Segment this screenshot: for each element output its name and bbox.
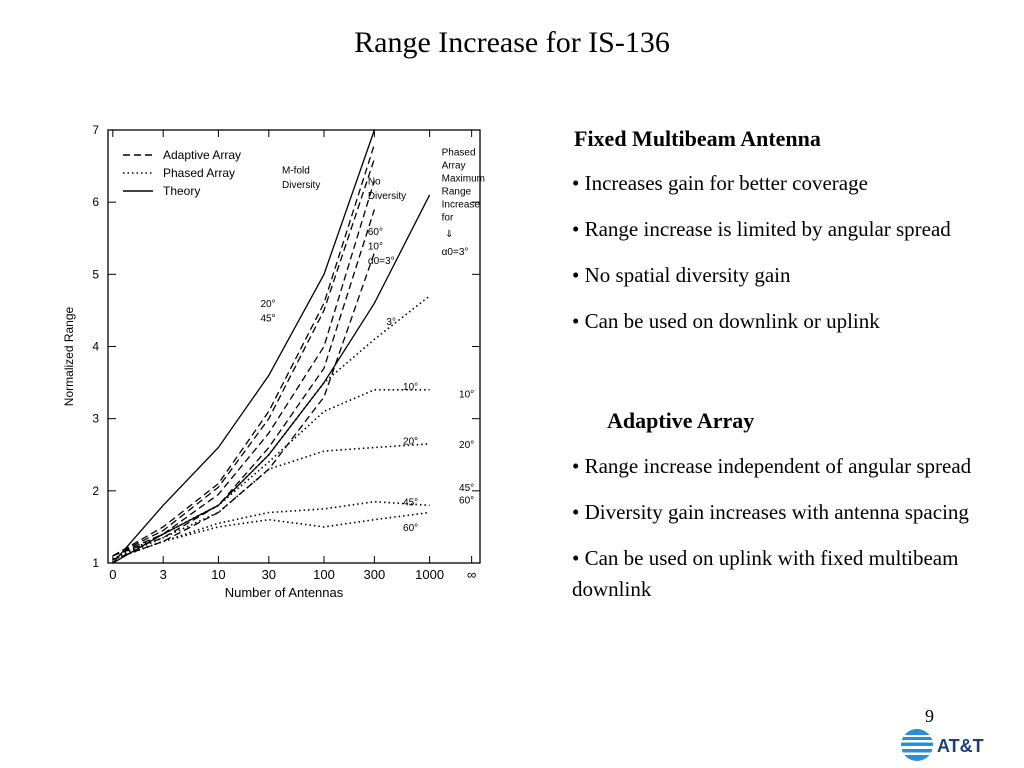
series-line	[113, 181, 375, 556]
chart-annotation: for	[441, 212, 454, 224]
x-tick-label: 300	[363, 567, 386, 582]
x-tick-label: 30	[261, 567, 277, 582]
chart-annotation: Maximum	[441, 173, 485, 185]
series-line	[113, 130, 375, 563]
x-tick-label: ∞	[466, 567, 477, 582]
chart-annotation: α0=3°	[441, 247, 469, 259]
y-tick-label: 5	[92, 267, 99, 282]
chart-annotation: 10°	[367, 241, 383, 253]
bullet: • Range increase is limited by angular spread	[572, 217, 951, 241]
y-tick-label: 6	[92, 195, 99, 210]
fixed-multibeam-heading: Fixed Multibeam Antenna	[574, 126, 821, 151]
chart-annotation: 45°	[260, 313, 276, 325]
y-axis-label: Normalized Range	[62, 306, 76, 407]
series-line	[113, 144, 375, 555]
bullet: • No spatial diversity gain	[572, 263, 791, 287]
chart-annotation: Range	[441, 186, 472, 198]
legend-label: Adaptive Array	[163, 148, 242, 162]
page-number: 9	[925, 706, 934, 726]
y-tick-label: 3	[92, 411, 99, 426]
chart-annotation: 60°	[459, 495, 475, 507]
chart-annotation: Phased	[441, 147, 476, 159]
y-tick-label: 1	[92, 556, 99, 570]
y-tick-label: 2	[92, 483, 99, 498]
chart-annotation: 45°	[459, 483, 475, 495]
chart-annotation: Increase	[441, 199, 481, 211]
series-line	[113, 159, 375, 556]
slide-title: Range Increase for IS-136	[354, 26, 670, 59]
bullet: • Can be used on downlink or uplink	[572, 309, 880, 333]
adaptive-array-heading: Adaptive Array	[607, 408, 755, 433]
x-tick-label: 3	[159, 567, 167, 582]
chart-annotation: 60°	[367, 227, 383, 239]
x-tick-label: 1000	[415, 567, 445, 582]
chart-annotation: Array	[441, 160, 466, 172]
chart-annotation: No	[367, 176, 381, 188]
series-line	[113, 502, 430, 560]
range-increase-chart	[55, 115, 520, 625]
x-tick-label: 0	[109, 567, 117, 582]
fixed-multibeam-bullets	[572, 168, 972, 352]
chart-annotation: Diversity	[367, 190, 407, 202]
chart-annotation: 10°	[459, 389, 475, 401]
x-tick-label: 10	[211, 567, 226, 582]
series-line	[113, 209, 375, 555]
chart-annotation: 20°	[260, 299, 276, 311]
chart-annotation: 10°	[403, 382, 419, 394]
chart-annotation: 60°	[403, 522, 419, 534]
chart-annotation: 20°	[403, 436, 419, 448]
chart-annotation: ⇓	[445, 229, 454, 241]
bullet: • Range increase independent of angular spread	[572, 454, 972, 478]
legend-label: Theory	[163, 184, 201, 198]
y-tick-label: 4	[92, 339, 99, 354]
series-line	[113, 253, 375, 560]
chart-annotation: 45°	[403, 497, 419, 509]
bullet: • Diversity gain increases with antenna spacing	[572, 500, 969, 524]
legend-label: Phased Array	[163, 166, 236, 180]
x-axis-label: Number of Antennas	[224, 585, 344, 600]
chart-svg	[55, 115, 520, 625]
chart-annotation: 20°	[459, 439, 475, 451]
att-globe-icon	[900, 728, 990, 762]
att-logo-text: AT&T	[937, 736, 984, 756]
att-logo	[900, 728, 990, 762]
chart-annotation: α0=3°	[367, 255, 395, 267]
chart-annotation: Diversity	[282, 180, 321, 192]
bullet: • Can be used on uplink with fixed multibeam downlink	[572, 546, 959, 601]
bullet: • Increases gain for better coverage	[572, 171, 868, 195]
chart-annotation: 3°	[386, 317, 396, 329]
adaptive-array-bullets	[572, 451, 972, 620]
x-tick-label: 100	[313, 567, 335, 582]
y-tick-label: 7	[92, 123, 99, 137]
chart-annotation: M-fold	[282, 165, 310, 177]
series-line	[113, 296, 430, 559]
